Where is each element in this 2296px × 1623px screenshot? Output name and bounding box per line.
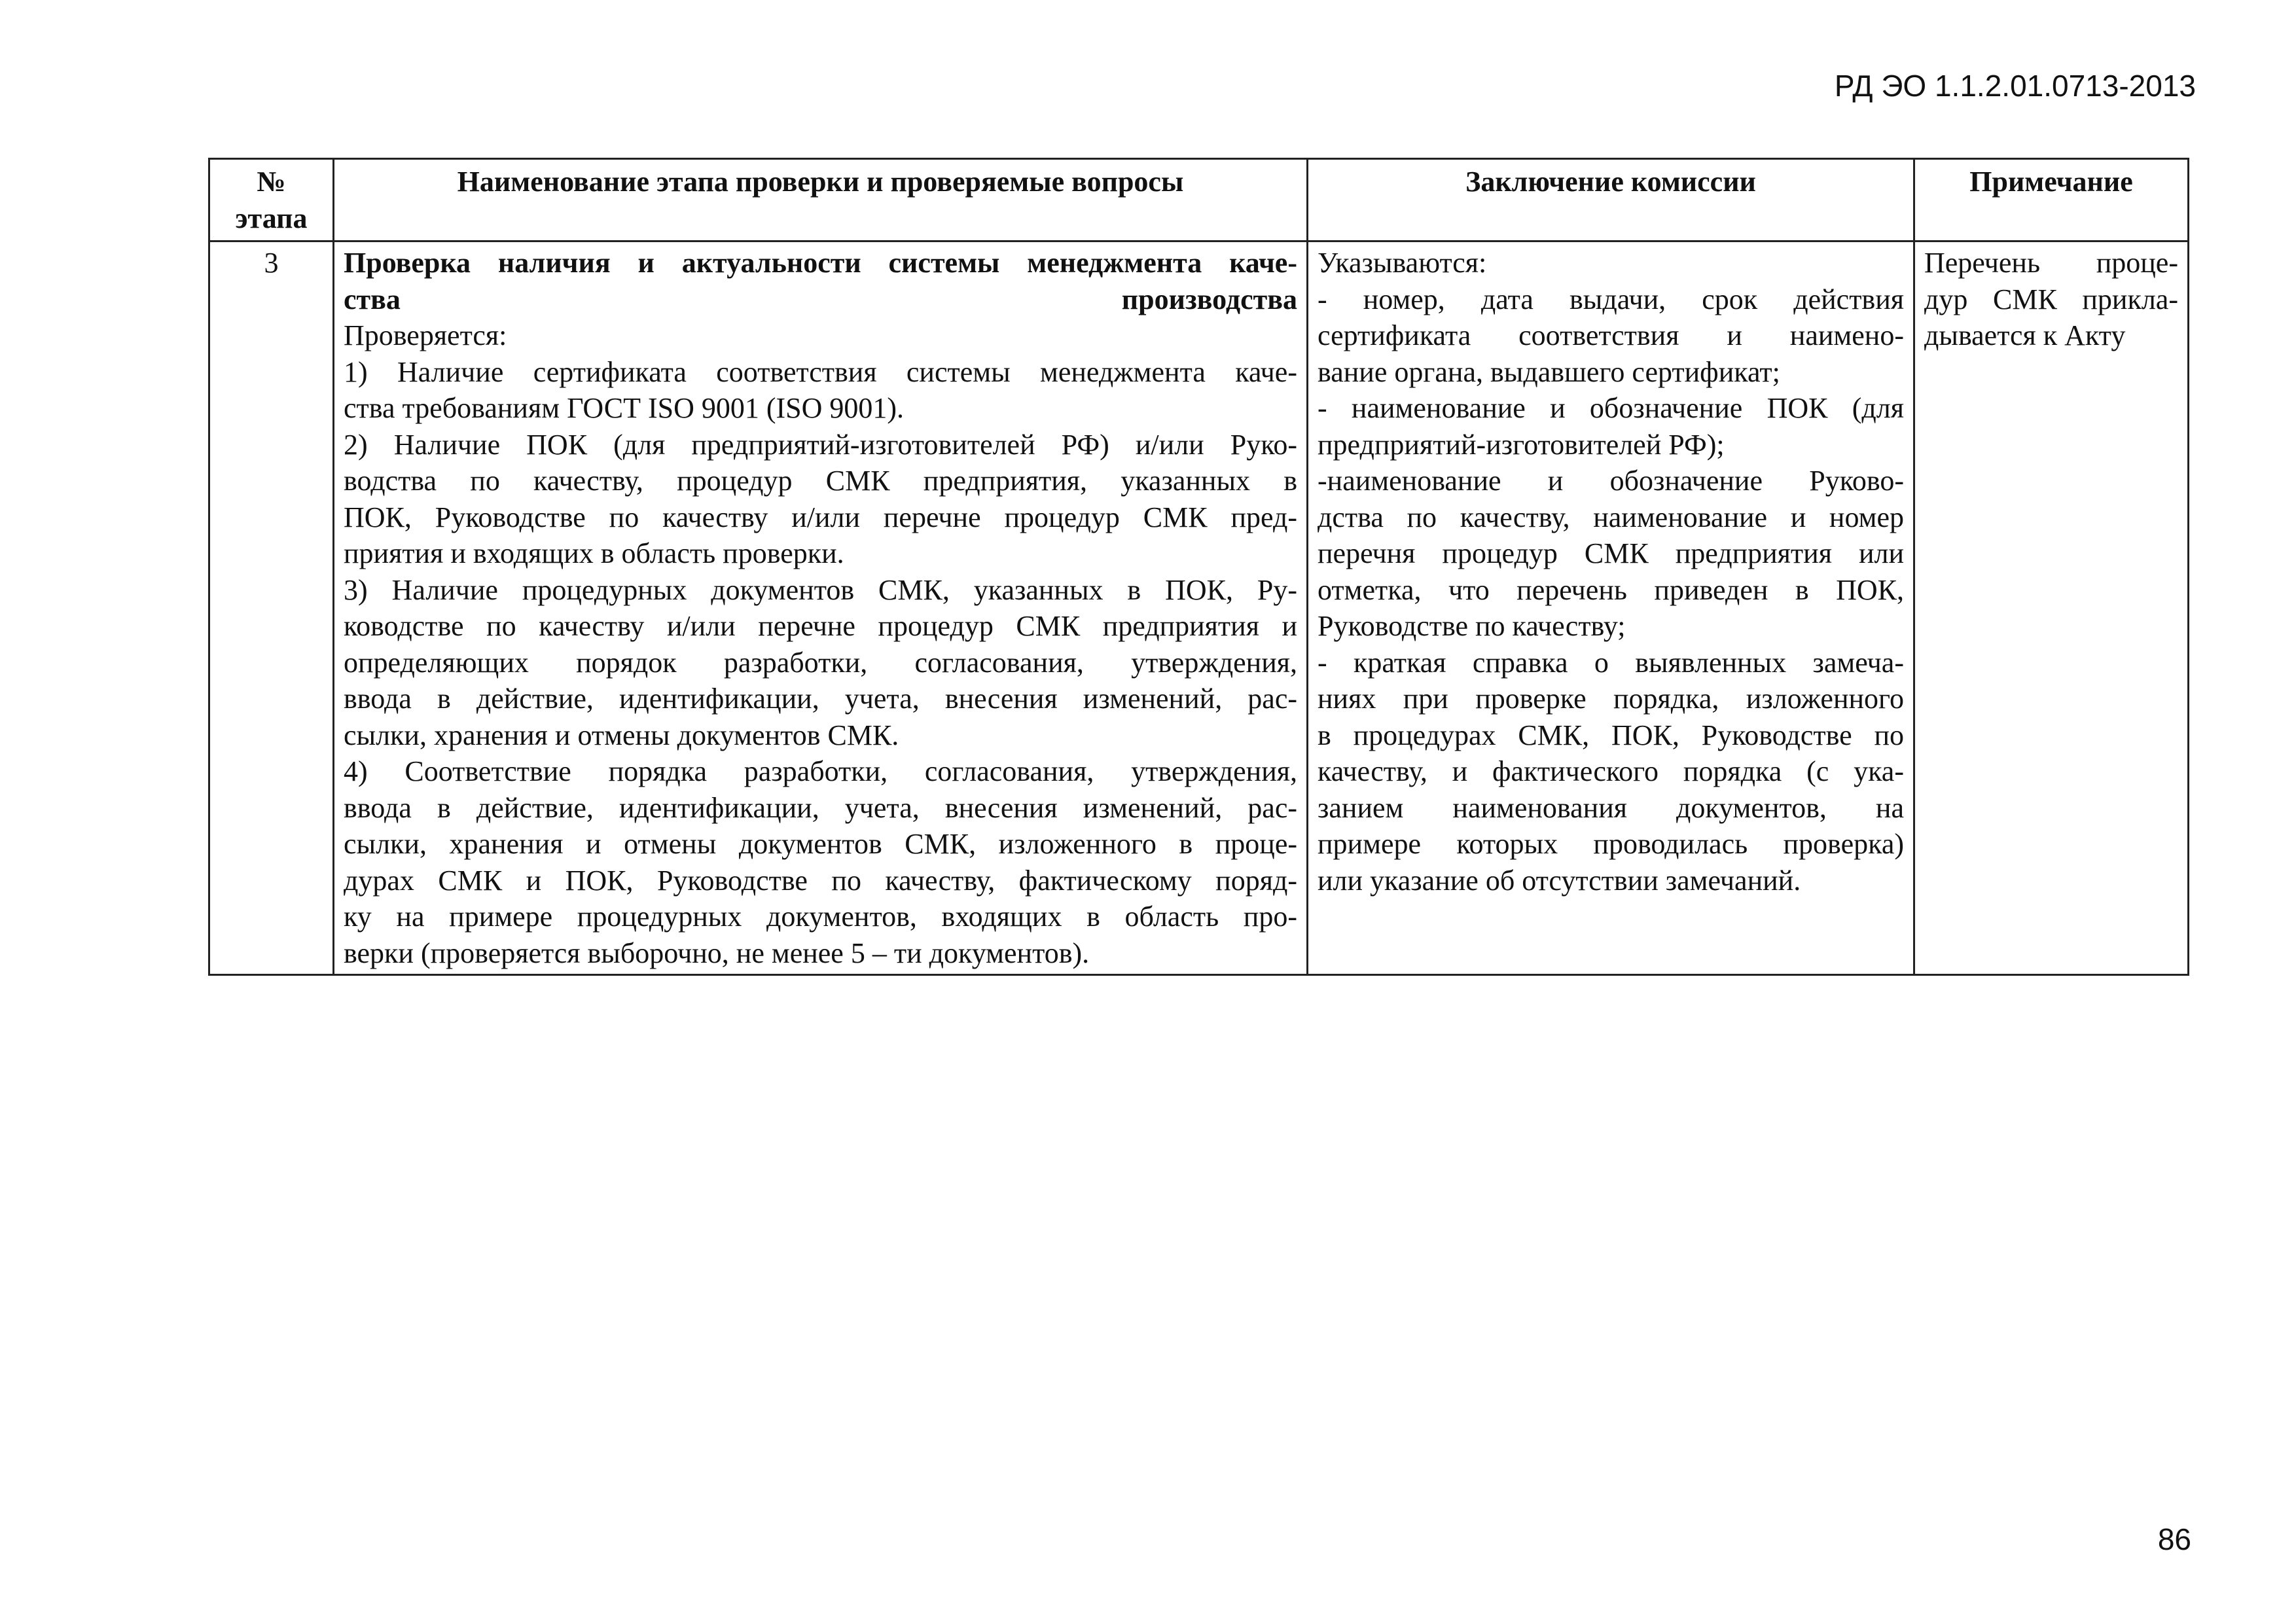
table-header-row (209, 159, 2189, 241)
text-line: в процедурах СМК, ПОК, Руководстве по (1318, 719, 1904, 751)
text-line: ПОК, Руководстве по качеству и/или перечне процедур СМК пред- (344, 501, 1297, 533)
text-line: качеству, и фактического порядка (с ука- (1318, 755, 1904, 787)
text-line: сертификата соответствия и наимено- (1318, 319, 1904, 351)
text-line: водства по качеству, процедур СМК предприятия, указанных в (344, 465, 1297, 497)
text-line: примере которых проводилась проверка) (1318, 828, 1904, 860)
conclusion-cell (1308, 241, 1914, 975)
text-line: ввода в действие, идентификации, учета, внесения изменений, рас- (344, 791, 1297, 824)
column-header-note: Примечание (1914, 159, 2189, 241)
text-line: ку на примере процедурных документов, входящих в область про- (344, 901, 1297, 933)
text-line: приятия и входящих в область проверки. (344, 537, 844, 569)
text-line: -наименование и обозначение Руково- (1318, 465, 1904, 497)
text-line: ства требованиям ГОСТ ISO 9001 (ISO 9001). (344, 392, 905, 424)
text-line: ства производства (344, 283, 1297, 315)
text-line: - наименование и обозначение ПОК (для (1318, 392, 1904, 424)
text-line: верки (проверяется выборочно, не менее 5 – ти документов). (344, 936, 1090, 969)
text-line: Руководстве по качеству; (1318, 610, 1626, 642)
text-line: определяющих порядок разработки, согласования, утверждения, (344, 646, 1297, 679)
text-line: ниях при проверке порядка, изложенного (1318, 683, 1904, 715)
text-line: ководстве по качеству и/или перечне процедур СМК предприятия и (344, 610, 1297, 642)
text-line: перечня процедур СМК предприятия или (1318, 537, 1904, 569)
stage-name-cell (334, 241, 1308, 975)
text-line: Перечень проце- (1924, 247, 2178, 279)
note-cell (1914, 241, 2189, 975)
column-header-stage-name: Наименование этапа проверки и проверяемые вопросы (334, 159, 1308, 241)
text-line: дства по качеству, наименование и номер (1318, 501, 1904, 533)
text-line: 2) Наличие ПОК (для предприятий-изготовителей РФ) и/или Руко- (344, 428, 1297, 461)
audit-table (208, 158, 2189, 976)
text-line: вание органа, выдавшего сертификат; (1318, 355, 1780, 388)
text-line: 3) Наличие процедурных документов СМК, указанных в ПОК, Ру- (344, 573, 1297, 606)
column-header-commission-conclusion: Заключение комиссии (1308, 159, 1914, 241)
stage-number-cell: 3 (209, 241, 334, 975)
text-line: предприятий-изготовителей РФ); (1318, 428, 1725, 461)
text-line: Проверяется: (344, 319, 507, 351)
document-code: РД ЭО 1.1.2.01.0713-2013 (1834, 69, 2196, 103)
table-row (209, 241, 2189, 975)
text-line: 4) Соответствие порядка разработки, согласования, утверждения, (344, 755, 1297, 787)
text-line: ввода в действие, идентификации, учета, внесения изменений, рас- (344, 683, 1297, 715)
text-line: дур СМК прикла- (1924, 283, 2178, 315)
text-line: отметка, что перечень приведен в ПОК, (1318, 573, 1904, 606)
text-line: 1) Наличие сертификата соответствия системы менеджмента каче- (344, 355, 1297, 388)
text-line: дывается к Акту (1924, 319, 2126, 351)
text-line: дурах СМК и ПОК, Руководстве по качеству, фактическому поряд- (344, 864, 1297, 897)
text-line: - номер, дата выдачи, срок действия (1318, 283, 1904, 315)
text-line: Указываются: (1318, 247, 1487, 279)
text-line: сылки, хранения и отмены документов СМК. (344, 719, 899, 751)
page-number: 86 (2157, 1522, 2191, 1556)
text-line: или указание об отсутствии замечаний. (1318, 864, 1801, 897)
text-line: - краткая справка о выявленных замеча- (1318, 646, 1904, 679)
text-line: Проверка наличия и актуальности системы менеджмента каче- (344, 247, 1297, 279)
text-line: сылки, хранения и отмены документов СМК, изложенного в проце- (344, 828, 1297, 860)
column-header-stage-number: № этапа (209, 159, 334, 241)
text-line: занием наименования документов, на (1318, 791, 1904, 824)
